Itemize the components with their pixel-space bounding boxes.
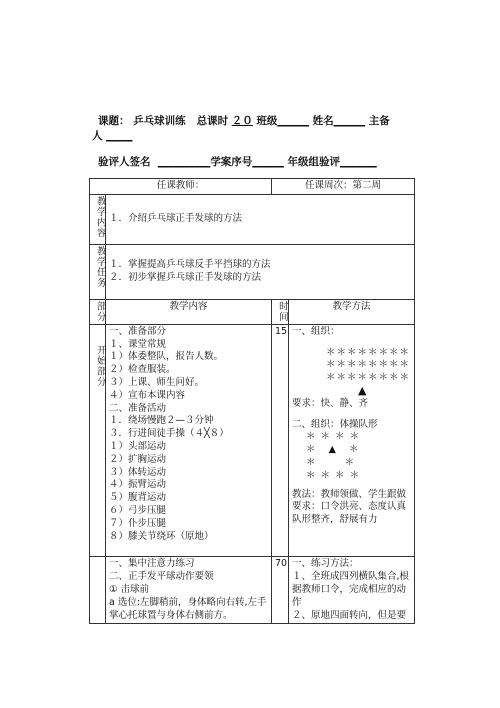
section1-line: １）体委整队，报告人数。 [109, 351, 224, 363]
section1-part-cell [90, 324, 106, 557]
hours-label: 总课时 [196, 115, 229, 127]
header-line-1 [98, 113, 390, 128]
section1-line: ３．行进间徒手操（４╳８） [109, 428, 229, 440]
method-req1: 要求：快、静、齐 [292, 397, 369, 409]
section1-line: ２）扩胸运动 [109, 453, 167, 465]
section2-time: 70 [275, 558, 288, 570]
method-spacer [292, 339, 411, 347]
col-time-header [272, 299, 289, 324]
class-blank: ______ [277, 115, 309, 127]
content-label: 教学内容 [94, 195, 106, 238]
section1-row [90, 324, 415, 557]
section1-line: ５）腹背运动 [109, 492, 167, 504]
section2-content-cell [106, 557, 272, 624]
col-part-label: 部分 [94, 300, 106, 322]
course-label: 课题： [98, 115, 130, 127]
case-blank: ______ [252, 156, 284, 168]
section2-method-line: 一、练习方法： [292, 558, 359, 570]
task-item: ２．初步掌握乒乓球正手发球的方法 [109, 271, 262, 283]
gym-shape-mid: ＊ ▲ ＊ [306, 444, 360, 456]
content-item: １．介绍乒乓球正手发球的方法 [109, 212, 243, 224]
task-items-cell [106, 244, 415, 299]
section2-method-line: ２、原地四面转向，但是要 [292, 609, 407, 621]
grade-blank: _______ [339, 156, 377, 168]
formation-row: ＊＊＊＊＊＊＊＊ [326, 359, 411, 371]
content-label-cell [90, 194, 106, 244]
week-cell [272, 179, 415, 195]
task-label: 教学任务 [94, 245, 106, 288]
course-value: 乒乓球训练 [133, 115, 186, 127]
section1-line: １）头部运动 [109, 440, 167, 452]
section1-line: ８）膝关节绕环（原地） [109, 530, 214, 542]
gym-shape-top: ＊ ＊ ＊ ＊ [306, 431, 361, 443]
section1-line: ７）仆步压腿 [109, 517, 167, 529]
grade-label: 年级组验评 [287, 156, 340, 168]
section2-line: a 选位:左脚稍前，身体略向右转,左手掌心托球置与身体右侧前方。 [109, 596, 267, 621]
class-label: 班级 [256, 115, 278, 127]
formation-row: ＊＊＊＊＊＊＊＊ [326, 372, 411, 384]
section1-line: ６）弓步压腿 [109, 504, 167, 516]
section1-content-cell [106, 324, 272, 557]
lesson-plan-table [89, 178, 415, 624]
formation-row: ＊＊＊＊＊＊＊＊ [326, 346, 411, 358]
section2-method-line: １、全班成四列横队集合,根据教师口令，完成相应的动作 [292, 571, 410, 608]
method-req3: 队形整齐，舒展有力 [292, 514, 378, 526]
teacher-triangle-icon: ▲ [358, 383, 367, 397]
person-label: 人 [92, 130, 103, 142]
section1-spacer [109, 543, 268, 555]
content-row [90, 194, 415, 244]
task-row [90, 244, 415, 299]
col-part-header [90, 299, 106, 324]
section1-time-cell [272, 324, 289, 557]
col-time-label: 时间 [276, 300, 288, 322]
gym-shape-bottom: ＊ ＊ ＊ ＊ [306, 469, 361, 481]
section2-time-cell [272, 557, 289, 624]
section1-line: ３）上课、师生问好。 [109, 376, 205, 388]
section1-line: １．绕场慢跑２—３分钟 [109, 415, 214, 427]
teacher-cell [90, 179, 272, 195]
method-org2: 二、组织：体操队形 [292, 418, 378, 430]
section2-line: 一、集中注意力练习 [109, 558, 195, 570]
teacher-row [90, 179, 415, 195]
week-label: 任课周次：第二周 [305, 180, 382, 191]
section1-line: 一、准备部分 [109, 325, 167, 337]
col-method-label: 教学方法 [332, 300, 371, 312]
method-spacer [292, 411, 411, 419]
col-content-label: 教学内容 [169, 300, 208, 312]
section1-line: ４）宣布本课内容 [109, 389, 186, 401]
section1-line: 二、准备活动 [109, 402, 167, 414]
person-blank: _____ [106, 130, 133, 142]
header-line-3 [98, 154, 377, 169]
section2-line: 二、正手发平球动作要领 [109, 571, 214, 583]
name-blank: ______ [333, 115, 366, 127]
teacher-label: 任课教师： [156, 180, 205, 191]
method-teach: 教法：教师领做、学生跟做 [292, 488, 407, 500]
section2-method-cell [289, 557, 415, 624]
gym-shape-side: ＊ ＊ [306, 456, 356, 468]
col-content-header [106, 299, 272, 324]
content-items-cell [106, 194, 415, 244]
method-org1: 一、组织： [292, 325, 340, 337]
task-item: １．掌握提高乒乓球反手平挡球的方法 [109, 259, 271, 270]
section1-line: １、课堂常规 [109, 338, 167, 350]
check-label: 验评人签名 [98, 156, 151, 168]
header-line-2 [92, 128, 132, 143]
section1-line: ４）振臂运动 [109, 479, 167, 491]
method-req2: 要求：口令洪亮、态度认真 [292, 501, 407, 513]
section1-time: 15 [275, 325, 288, 337]
hours-value: ２０ [231, 115, 253, 127]
name-label: 姓名 [312, 115, 334, 127]
col-method-header [289, 299, 415, 324]
main-label: 主备 [368, 115, 390, 127]
section1-method-cell [289, 324, 415, 557]
section1-line: ２）检查服装。 [109, 364, 176, 376]
case-label: 学案序号 [210, 156, 253, 168]
section1-part-label: 开始部分 [94, 344, 106, 387]
section2-row [90, 557, 415, 624]
section2-line: ① 击球前 [109, 583, 150, 595]
task-label-cell [90, 244, 106, 299]
section1-line: ３）体转运动 [109, 466, 167, 478]
section2-part-cell [90, 557, 106, 624]
check-blank: __________ [157, 156, 211, 168]
column-header-row [90, 299, 415, 324]
